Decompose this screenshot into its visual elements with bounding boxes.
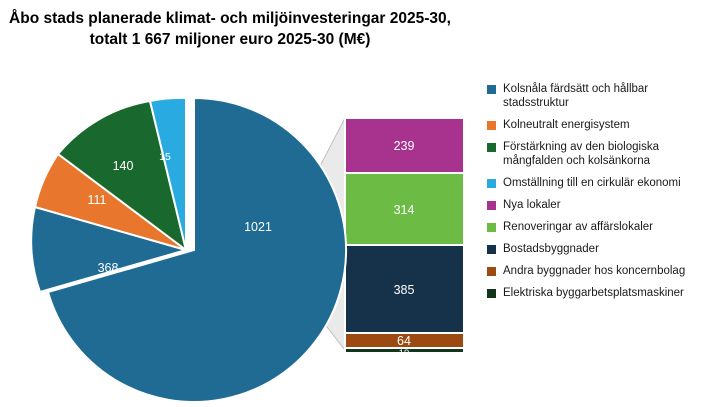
legend-item-bostadsbyggnader[interactable] [487,242,702,256]
pie-label-1021: 1021 [244,220,272,234]
legend-swatch-icon [487,85,496,94]
legend-item-kolneutralt-energisystem[interactable] [487,118,702,132]
legend-item-cirkular-ekonomi[interactable] [487,176,702,190]
pie-slices [31,98,346,402]
bar-label-bostadsbyggnader: 385 [393,283,415,297]
legend-label: Kolneutralt energisystem [503,119,630,131]
legend-label: Förstärkning av den biologiska mångfalden och kolsänkorna [503,141,659,167]
bar-label-elektriska-maskiner: 19 [398,348,410,359]
legend-swatch-icon [487,289,496,298]
legend-label: Nya lokaler [503,199,561,211]
chart-title-line-1: Åbo stads planerade klimat- och miljöinvesteringar 2025-30, [9,10,451,27]
pie-group [0,60,487,407]
chart-title-line-2: totalt 1 667 miljoner euro 2025-30 (M€) [89,31,371,48]
pie-label-140: 140 [112,159,134,173]
legend-swatch-icon [487,201,496,210]
legend-swatch-icon [487,143,496,152]
legend-item-andra-byggnader-hos-koncernbolag[interactable] [487,264,702,278]
legend-item-renoveringar-av-affarslokaler[interactable] [487,220,702,234]
bar-label-andra-byggnader: 64 [397,334,411,348]
legend-item-nya-lokaler[interactable] [487,198,702,212]
bar-label-renoveringar: 314 [393,203,415,217]
legend-label: Andra byggnader hos koncernbolag [503,265,686,277]
pie-label-368: 368 [97,261,119,275]
legend-label: Bostadsbyggnader [503,243,599,255]
legend-label: Renoveringar av affärslokaler [503,221,654,233]
legend-label: Kolsnåla färdsätt och hållbar stadsstruktur [503,83,649,109]
bar-label-nya-lokaler: 239 [393,139,415,153]
legend-label: Elektriska byggarbetsplatsmaskiner [503,287,684,299]
chart-title [0,8,460,50]
legend-item-elektriska-byggarbetsplatsmaskiner[interactable] [487,286,702,300]
legend-swatch-icon [487,267,496,276]
legend-label: Omställning till en cirkulär ekonomi [503,177,681,189]
legend-swatch-icon [487,223,496,232]
legend-item-kolsnala-fardsatt[interactable] [487,82,702,110]
chart-legend [487,82,702,308]
legend-swatch-icon [487,179,496,188]
pie-label-15: 15 [159,151,171,163]
legend-item-biologiska-mangfalden[interactable] [487,140,702,168]
legend-swatch-icon [487,245,496,254]
pie-label-111: 111 [87,193,107,207]
legend-swatch-icon [487,121,496,130]
